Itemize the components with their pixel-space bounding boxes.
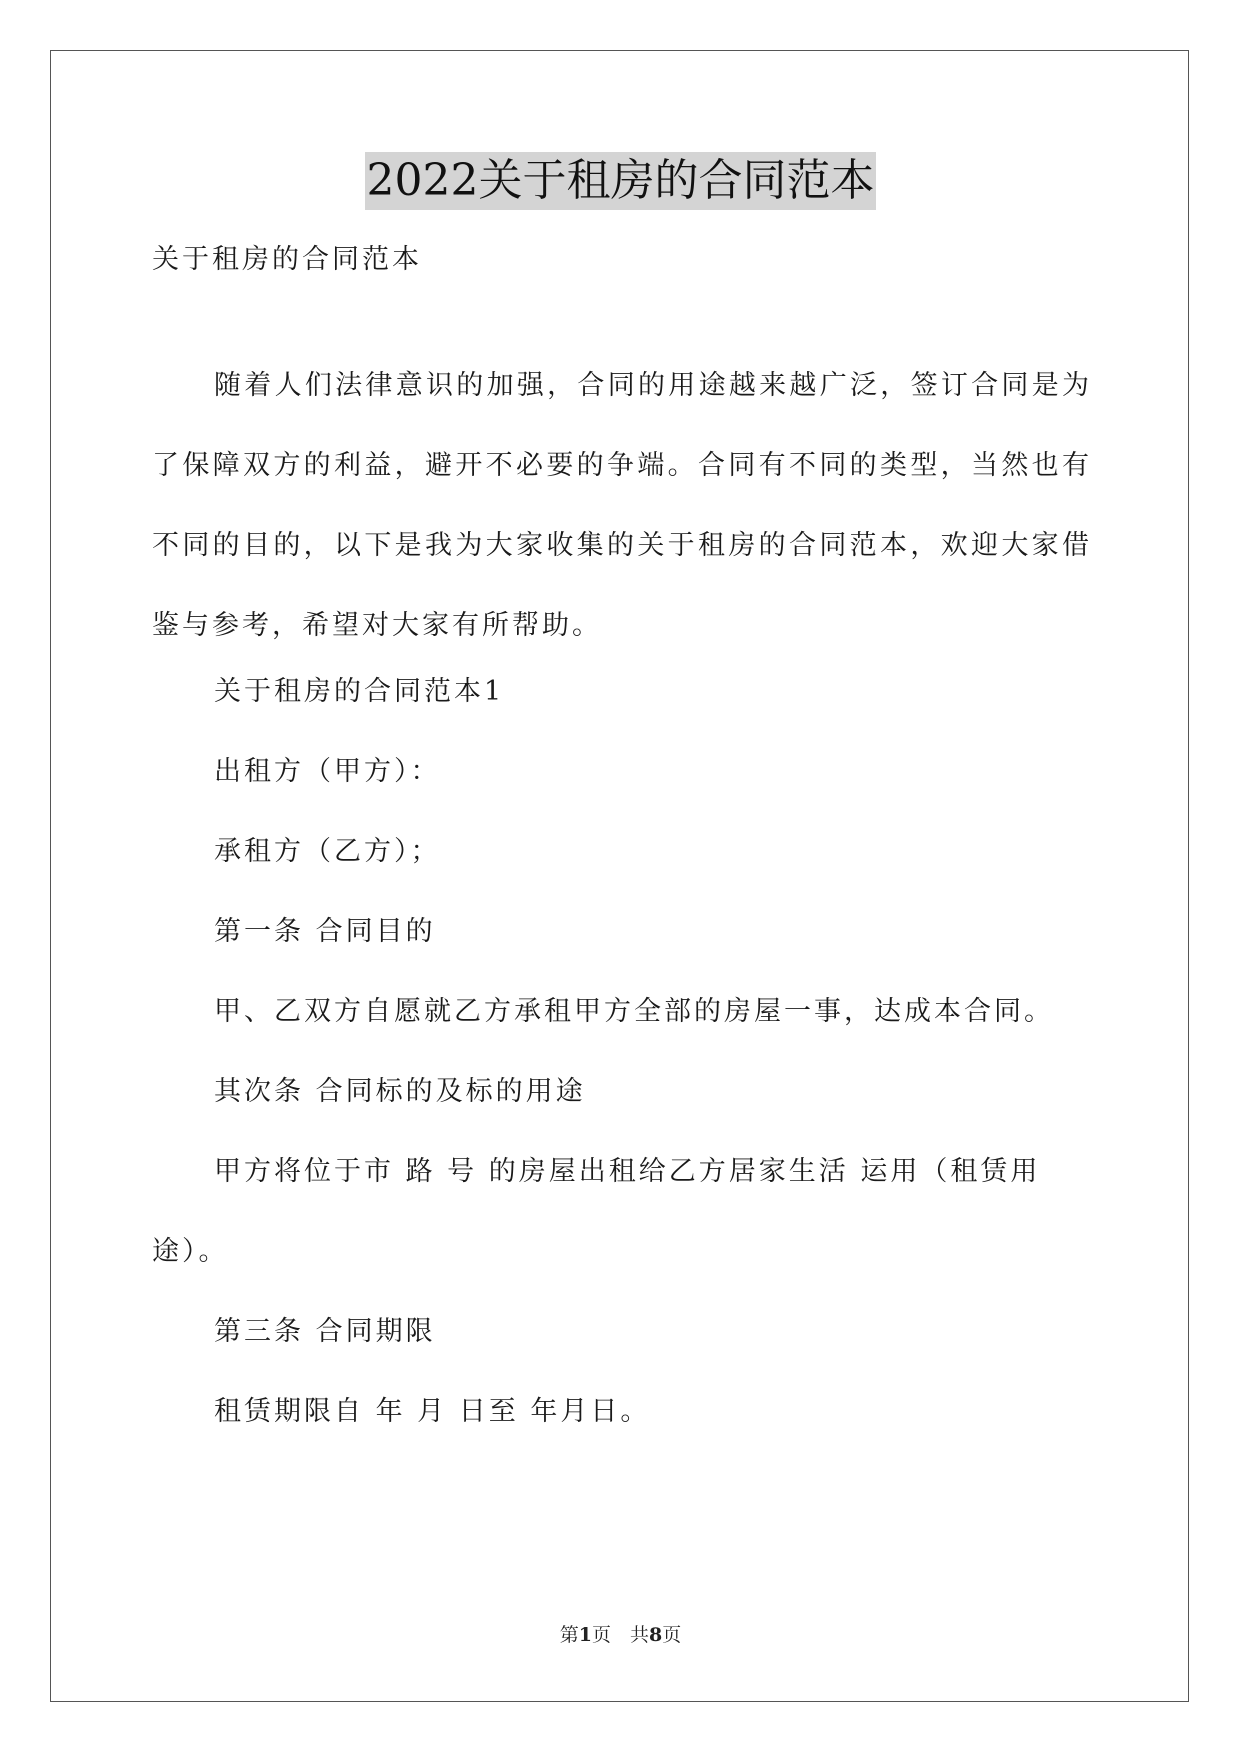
article-1-body: 甲、乙双方自愿就乙方承租甲方全部的房屋一事，达成本合同。	[214, 996, 1054, 1027]
lessor-line: 出租方（甲方）：	[214, 756, 441, 787]
title-container	[0, 152, 1241, 210]
footer-suffix: 页	[662, 1624, 682, 1646]
article-3-heading: 第三条 合同期限	[214, 1316, 436, 1347]
page-footer	[0, 1620, 1241, 1647]
footer-prefix: 第	[559, 1624, 579, 1646]
page-border	[50, 50, 1189, 1702]
section-heading: 关于租房的合同范本1	[214, 676, 505, 707]
article-1-heading: 第一条 合同目的	[214, 916, 436, 947]
intro-paragraph: 随着人们法律意识的加强，合同的用途越来越广泛，签订合同是为了保障双方的利益，避开不必要的争端。合同有不同的类型，当然也有不同的目的，以下是我为大家收集的关于租房的合同范本，欢迎大家借鉴与参考，希望对大家有所帮助。	[152, 370, 1092, 641]
article-2-body: 甲方将位于市 路 号 的房屋出租给乙方居家生活 运用（租赁用途）。	[152, 1156, 1041, 1267]
lessee-line: 承租方（乙方）；	[214, 836, 441, 867]
current-page-number: 1	[578, 1624, 592, 1646]
total-page-number: 8	[649, 1624, 663, 1646]
article-2-heading: 其次条 合同标的及标的用途	[214, 1076, 586, 1107]
footer-mid: 页 共	[591, 1624, 649, 1646]
document-title: 2022关于租房的合同范本	[365, 152, 877, 210]
document-subtitle: 关于租房的合同范本	[152, 244, 422, 275]
article-3-body: 租赁期限自 年 月 日至 年月日。	[214, 1396, 651, 1427]
